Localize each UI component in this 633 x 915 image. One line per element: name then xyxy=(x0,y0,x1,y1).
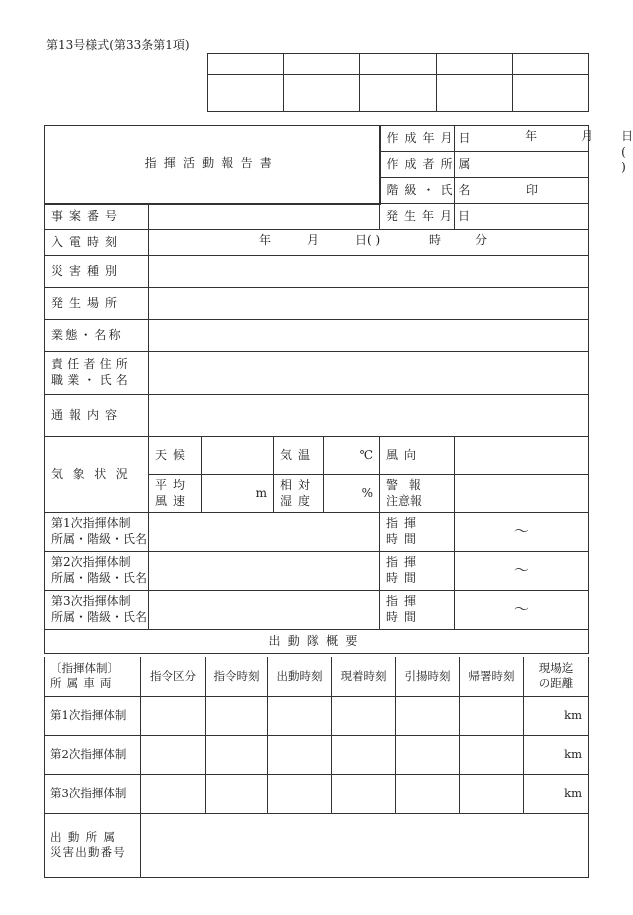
disaster-type-label: 災害種別 xyxy=(45,256,149,288)
command-2-time-field[interactable] xyxy=(455,552,589,591)
command-2-line1: 第2次指揮体制 xyxy=(51,555,131,570)
tilde-1: ～ xyxy=(514,522,530,541)
rank-name-label: 階級・氏名 xyxy=(380,178,455,204)
dispatch-cell[interactable] xyxy=(141,774,206,813)
stamp-cell[interactable] xyxy=(436,54,512,75)
call-day-unit: 日( ) xyxy=(355,233,381,248)
incident-no-label: 事案番号 xyxy=(45,204,149,230)
year-unit: 年 xyxy=(525,129,538,144)
report-form xyxy=(44,125,633,654)
responsible-field[interactable] xyxy=(149,352,589,395)
humidity-field[interactable] xyxy=(324,475,380,513)
command-3-line1: 第3次指揮体制 xyxy=(51,594,131,609)
km-unit: km xyxy=(564,747,582,762)
command-1-line2: 所属・階級・氏名 xyxy=(51,532,148,546)
avg-wind-line2: 風速 xyxy=(155,493,192,508)
dispatch-col-header: 帰署時刻 xyxy=(460,657,524,696)
tilde-2: ～ xyxy=(514,561,530,580)
temperature-field[interactable] xyxy=(324,437,380,475)
report-content-field[interactable] xyxy=(149,395,589,437)
dispatch-col-distance-header xyxy=(524,657,589,696)
command-1-line1: 第1次指揮体制 xyxy=(51,516,131,531)
command-1-time-label xyxy=(380,513,455,552)
wind-direction-label: 風向 xyxy=(380,437,455,475)
warning-line1: 警報 xyxy=(386,477,432,492)
call-year-unit: 年 xyxy=(259,233,272,248)
temperature-unit: ℃ xyxy=(359,447,374,462)
command-3-field[interactable] xyxy=(149,591,380,630)
dispatch-row-1-distance[interactable] xyxy=(524,696,589,735)
dispatch-col-header: 指令区分 xyxy=(141,657,206,696)
location-label: 発生場所 xyxy=(45,288,149,320)
disaster-type-field[interactable] xyxy=(149,256,589,288)
responsible-line2: 職業・氏名 xyxy=(51,373,133,387)
command-3-time-line2: 時間 xyxy=(386,610,423,624)
approval-stamp-grid xyxy=(207,53,589,112)
stamp-cell[interactable] xyxy=(512,54,588,75)
humidity-label xyxy=(274,475,324,513)
dispatch-cell[interactable] xyxy=(332,735,396,774)
day-unit: 日( ) xyxy=(621,129,633,175)
weather-condition-field[interactable] xyxy=(202,437,274,475)
report-title-cell xyxy=(45,126,380,204)
dispatch-cell[interactable] xyxy=(332,774,396,813)
command-1-time-field[interactable] xyxy=(455,513,589,552)
command-2-line2: 所属・階級・氏名 xyxy=(51,571,148,585)
responsible-label xyxy=(45,352,149,395)
dispatch-cell[interactable] xyxy=(268,774,332,813)
incident-no-field[interactable] xyxy=(149,204,380,230)
warning-label xyxy=(380,475,455,513)
humidity-line2: 湿度 xyxy=(280,493,317,508)
command-3-line2: 所属・階級・氏名 xyxy=(51,610,148,624)
dispatch-col-unit-header xyxy=(45,657,141,696)
command-1-label xyxy=(45,513,149,552)
command-2-label xyxy=(45,552,149,591)
report-content-label: 通報内容 xyxy=(45,395,149,437)
stamp-cell[interactable] xyxy=(284,75,360,112)
responsible-line1: 責任者住所 xyxy=(51,357,133,372)
created-date-field[interactable] xyxy=(455,126,633,175)
dispatch-cell[interactable] xyxy=(396,696,460,735)
call-hour-unit: 時 xyxy=(429,233,442,248)
dispatch-table xyxy=(44,657,589,878)
call-minute-unit: 分 xyxy=(475,233,488,248)
dispatch-cell[interactable] xyxy=(141,735,206,774)
footer-label xyxy=(45,813,141,877)
dispatch-col-header: 引揚時刻 xyxy=(396,657,460,696)
call-time-field[interactable] xyxy=(149,230,589,256)
humidity-unit: % xyxy=(361,485,374,500)
created-date-label: 作成年月日 xyxy=(380,126,455,152)
dispatch-col-header: 出動時刻 xyxy=(268,657,332,696)
dispatch-cell[interactable] xyxy=(396,735,460,774)
call-time-label: 入電時刻 xyxy=(45,230,149,256)
km-unit: km xyxy=(564,786,582,801)
call-month-unit: 月 xyxy=(307,233,320,248)
footer-line2: 災害出動番号 xyxy=(50,845,126,859)
stamp-cell[interactable] xyxy=(360,75,436,112)
command-3-time-label xyxy=(380,591,455,630)
command-3-time-field[interactable] xyxy=(455,591,589,630)
distance-line2: の距離 xyxy=(538,676,574,691)
command-1-time-line1: 指揮 xyxy=(386,516,423,531)
dispatch-row-3-distance[interactable] xyxy=(524,774,589,813)
command-1-time-line2: 時間 xyxy=(386,532,423,546)
warning-line2: 注意報 xyxy=(386,493,423,508)
distance-line1: 現場迄 xyxy=(538,661,574,676)
month-unit: 月 xyxy=(581,129,594,144)
dispatch-cell[interactable] xyxy=(206,774,268,813)
stamp-cell[interactable] xyxy=(360,54,436,75)
dispatch-row-2-label: 第2次指揮体制 xyxy=(45,735,141,774)
business-name-field[interactable] xyxy=(149,320,589,352)
stamp-cell[interactable] xyxy=(512,75,588,112)
temperature-label: 気温 xyxy=(274,437,324,475)
km-unit: km xyxy=(564,708,582,723)
weather-condition-label: 天候 xyxy=(149,437,202,475)
business-name-label: 業態・名称 xyxy=(45,320,149,352)
wind-speed-field[interactable] xyxy=(202,475,274,513)
dispatch-cell[interactable] xyxy=(268,696,332,735)
command-2-time-line2: 時間 xyxy=(386,571,423,585)
avg-wind-label xyxy=(149,475,202,513)
created-dept-label: 作成者所属 xyxy=(380,152,455,178)
command-3-label xyxy=(45,591,149,630)
humidity-line1: 相対 xyxy=(280,477,317,492)
dispatch-cell[interactable] xyxy=(460,774,524,813)
dispatch-cell[interactable] xyxy=(141,696,206,735)
stamp-cell[interactable] xyxy=(208,75,284,112)
footer-line1: 出動所属 xyxy=(50,830,122,845)
dispatch-row-3-label: 第3次指揮体制 xyxy=(45,774,141,813)
command-3-time-line1: 指揮 xyxy=(386,594,423,609)
dispatch-row-1-label: 第1次指揮体制 xyxy=(45,696,141,735)
weather-label: 気象状況 xyxy=(45,437,149,513)
dispatch-col-header: 指令時刻 xyxy=(206,657,268,696)
report-title: 指揮活動報告書 xyxy=(144,156,279,171)
seal-mark: 印 xyxy=(526,182,539,197)
dispatch-cell[interactable] xyxy=(460,696,524,735)
dispatch-cell[interactable] xyxy=(460,735,524,774)
occurrence-date-label: 発生年月日 xyxy=(380,204,455,230)
rank-name-field[interactable] xyxy=(455,178,589,204)
dispatch-col-header: 現着時刻 xyxy=(332,657,396,696)
dispatch-cell[interactable] xyxy=(268,735,332,774)
command-1-field[interactable] xyxy=(149,513,380,552)
dispatch-cell[interactable] xyxy=(332,696,396,735)
footer-field[interactable] xyxy=(141,813,589,877)
location-field[interactable] xyxy=(149,288,589,320)
stamp-cell[interactable] xyxy=(208,54,284,75)
dispatch-col-unit-line1: 〔指揮体制〕 xyxy=(50,661,119,676)
command-2-field[interactable] xyxy=(149,552,380,591)
warning-field[interactable] xyxy=(455,475,589,513)
stamp-cell[interactable] xyxy=(284,54,360,75)
dispatch-col-unit-line2: 所属車両 xyxy=(50,676,117,691)
dispatch-cell[interactable] xyxy=(396,774,460,813)
command-2-time-line1: 指揮 xyxy=(386,555,423,570)
avg-wind-line1: 平均 xyxy=(155,477,192,492)
dispatch-row-2-distance[interactable] xyxy=(524,735,589,774)
dispatch-cell[interactable] xyxy=(206,696,268,735)
tilde-3: ～ xyxy=(514,600,530,619)
dispatch-overview-heading: 出動隊概要 xyxy=(45,630,589,654)
command-2-time-label xyxy=(380,552,455,591)
form-number: 第13号様式(第33条第1項) xyxy=(46,38,190,52)
dispatch-cell[interactable] xyxy=(206,735,268,774)
wind-direction-field[interactable] xyxy=(455,437,589,475)
wind-speed-unit: m xyxy=(255,485,267,500)
stamp-cell[interactable] xyxy=(436,75,512,112)
